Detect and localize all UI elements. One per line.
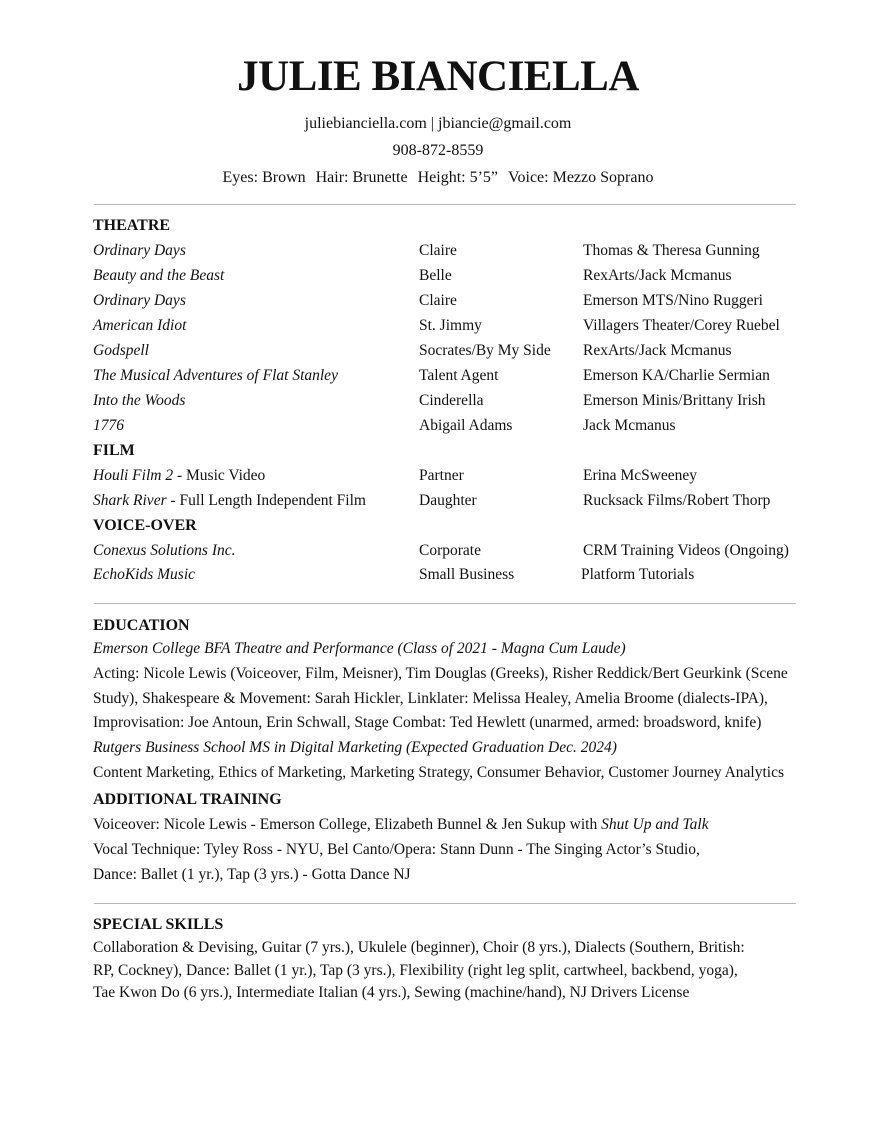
credit-title: Ordinary Days <box>93 242 186 259</box>
section-divider <box>94 204 796 205</box>
credit-title: Houli Film 2 <box>93 467 174 484</box>
vocal-training-line: Vocal Technique: Tyley Ross - NYU, Bel Canto/Opera: Stann Dunn - The Singing Actor’s Studio, <box>93 840 700 858</box>
skills-block <box>93 937 805 1005</box>
credit-role: Socrates/By My Side <box>419 342 551 359</box>
hair-stat: Hair: Brunette <box>315 169 408 186</box>
credit-title: American Idiot <box>93 317 187 334</box>
credit-company: Jack Mcmanus <box>583 417 676 434</box>
credit-title: Into the Woods <box>93 392 186 409</box>
credit-row <box>0 390 876 412</box>
rutgers-detail-line: Content Marketing, Ethics of Marketing, Marketing Strategy, Consumer Behavior, Customer Journey Analytics <box>93 763 785 781</box>
credit-row <box>0 315 876 337</box>
credit-row <box>0 265 876 287</box>
credit-role: Claire <box>419 292 457 309</box>
credit-title-group <box>93 490 366 512</box>
credit-company: CRM Training Videos (Ongoing) <box>583 542 789 559</box>
credit-title: 1776 <box>93 417 124 434</box>
voiceover-training-program: Shut Up and Talk <box>601 816 709 833</box>
voice-stat: Voice: Mezzo Soprano <box>508 169 654 186</box>
credit-title: Conexus Solutions Inc. <box>93 542 236 559</box>
credit-company: Erina McSweeney <box>583 467 698 484</box>
credit-title-group <box>93 465 265 487</box>
credit-title: Godspell <box>93 342 149 359</box>
film-heading: FILM <box>93 442 135 459</box>
contact-separator: | <box>430 115 434 132</box>
section-divider <box>94 903 796 904</box>
credit-row <box>0 415 876 437</box>
credit-company: Emerson MTS/Nino Ruggeri <box>583 292 763 309</box>
credit-title: The Musical Adventures of Flat Stanley <box>93 367 338 384</box>
contact-line <box>0 114 876 134</box>
credit-row <box>0 465 876 487</box>
credit-role: Belle <box>419 267 452 284</box>
credit-detail: - Music Video <box>173 467 266 484</box>
emerson-detail-line: Acting: Nicole Lewis (Voiceover, Film, Meisner), Tim Douglas (Greeks), Risher Reddick/Bert Geurkink (Scene <box>93 664 788 682</box>
credit-company: RexArts/Jack Mcmanus <box>583 342 732 359</box>
credit-role: St. Jimmy <box>419 317 482 334</box>
emerson-detail-line: Study), Shakespeare & Movement: Sarah Hickler, Linklater: Melissa Healey, Amelia Broome (dialects-IPA), <box>93 689 768 707</box>
credit-role: Partner <box>419 467 464 484</box>
credit-company: RexArts/Jack Mcmanus <box>583 267 732 284</box>
credit-detail: - Full Length Independent Film <box>166 492 366 509</box>
credit-company: Thomas & Theresa Gunning <box>583 242 760 259</box>
phone-number: 908-872-8559 <box>392 142 484 159</box>
credit-company: Platform Tutorials <box>581 566 695 583</box>
credit-title: Beauty and the Beast <box>93 267 225 284</box>
section-divider <box>94 603 796 604</box>
voiceover-heading: VOICE-OVER <box>93 517 197 534</box>
height-stat: Height: 5’5” <box>417 169 499 186</box>
credit-row <box>0 240 876 262</box>
credit-company: Rucksack Films/Robert Thorp <box>583 492 771 509</box>
credit-role: Corporate <box>419 542 481 559</box>
credit-row <box>0 490 876 512</box>
credit-row <box>0 564 876 586</box>
credit-title: Ordinary Days <box>93 292 186 309</box>
credit-role: Small Business <box>419 566 515 583</box>
skills-line: Tae Kwon Do (6 yrs.), Intermediate Italian (4 yrs.), Sewing (machine/hand), NJ Drivers License <box>93 984 690 1001</box>
credit-title: Shark River <box>93 492 167 509</box>
education-heading: EDUCATION <box>93 617 190 634</box>
credit-company: Emerson KA/Charlie Sermian <box>583 367 770 384</box>
credit-role: Talent Agent <box>419 367 499 384</box>
credit-role: Daughter <box>419 492 477 509</box>
credit-role: Claire <box>419 242 457 259</box>
emerson-detail-line: Improvisation: Joe Antoun, Erin Schwall, Stage Combat: Ted Hewlett (unarmed, armed: broadsword, knife) <box>93 714 762 732</box>
voiceover-training-line <box>93 813 805 838</box>
skills-line: RP, Cockney), Dance: Ballet (1 yr.), Tap (3 yrs.), Flexibility (right leg split, cartwheel, backbend, yoga), <box>93 961 738 979</box>
credit-row <box>0 340 876 362</box>
skills-heading: SPECIAL SKILLS <box>93 916 224 933</box>
physical-stats <box>0 168 876 188</box>
website-link[interactable]: juliebianciella.com <box>304 115 427 132</box>
theatre-heading: THEATRE <box>93 217 171 234</box>
dance-training-line: Dance: Ballet (1 yr.), Tap (3 yrs.) - Gotta Dance NJ <box>93 865 411 883</box>
eyes-stat: Eyes: Brown <box>222 169 306 186</box>
credit-row <box>0 365 876 387</box>
resume-name: JULIE BIANCIELLA <box>237 53 639 100</box>
voiceover-training-text: Voiceover: Nicole Lewis - Emerson College, Elizabeth Bunnel & Jen Sukup with <box>93 816 602 833</box>
credit-role: Abigail Adams <box>419 417 513 434</box>
education-block <box>93 637 805 786</box>
credit-row <box>0 290 876 312</box>
training-heading: ADDITIONAL TRAINING <box>93 791 282 808</box>
credit-row <box>0 540 876 562</box>
training-block <box>93 813 805 887</box>
skills-line: Collaboration & Devising, Guitar (7 yrs.), Ukulele (beginner), Choir (8 yrs.), Dialects (Southern, British: <box>93 939 745 956</box>
credit-title: EchoKids Music <box>93 566 196 583</box>
credit-company: Emerson Minis/Brittany Irish <box>583 392 766 409</box>
email-link[interactable]: jbiancie@gmail.com <box>438 115 572 132</box>
rutgers-degree: Rutgers Business School MS in Digital Marketing (Expected Graduation Dec. 2024) <box>93 739 617 757</box>
credit-company: Villagers Theater/Corey Ruebel <box>583 317 780 334</box>
emerson-degree: Emerson College BFA Theatre and Performance (Class of 2021 - Magna Cum Laude) <box>93 640 626 657</box>
credit-role: Cinderella <box>419 392 484 409</box>
